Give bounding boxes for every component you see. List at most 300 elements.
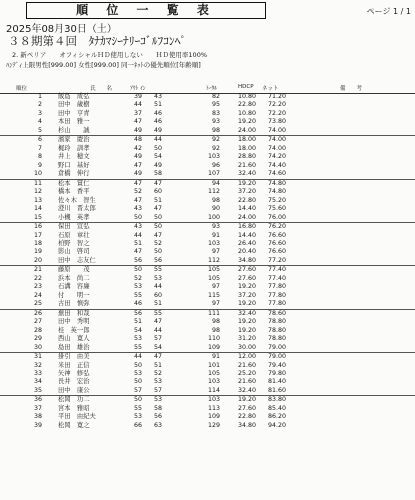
cell-total: 98: [211, 318, 220, 326]
cell-rank: 5: [37, 126, 42, 134]
cell-in: 56: [153, 256, 162, 264]
cell-rank: 4: [37, 118, 42, 126]
cell-hdcp: 21.60: [237, 378, 256, 386]
cell-hdcp: 10.80: [237, 93, 256, 100]
cell-in: 47: [153, 179, 162, 187]
cell-out: 53: [133, 335, 142, 343]
cell-in: 53: [153, 396, 162, 404]
cell-hdcp: 19.20: [237, 318, 256, 326]
cell-total: 90: [211, 205, 220, 213]
header-hdcp: HDCP: [238, 84, 254, 90]
cell-name: 桂 英一郎: [58, 326, 90, 334]
header-net: ネット: [262, 86, 279, 92]
cell-rank: 16: [33, 223, 42, 231]
cell-in: 60: [153, 188, 162, 196]
cell-total: 110: [207, 335, 220, 343]
cell-name: 梶玲 訓孝: [58, 144, 90, 152]
cell-out: 50: [133, 361, 142, 369]
cell-hdcp: 19.20: [237, 396, 256, 404]
cell-rank: 11: [33, 179, 42, 187]
cell-in: 55: [153, 309, 162, 317]
cell-in: 50: [153, 223, 162, 231]
cell-name: 倉橋 伸行: [58, 170, 90, 178]
cell-in: 49: [153, 161, 162, 169]
cell-out: 47: [133, 196, 142, 204]
table-row: [0, 344, 415, 352]
table-row: [0, 265, 415, 274]
cell-rank: 17: [33, 231, 42, 239]
cell-name: 島田 雄治: [58, 343, 90, 351]
cell-out: 55: [133, 343, 142, 351]
cell-rank: 24: [33, 291, 42, 299]
header-name: 氏 名: [90, 86, 113, 92]
cell-hdcp: 10.80: [237, 109, 256, 117]
cell-total: 103: [207, 378, 220, 386]
table-row: [0, 387, 415, 395]
cell-net: 77.40: [267, 274, 286, 282]
cell-net: 85.40: [267, 404, 286, 412]
cell-in: 46: [153, 109, 162, 117]
cell-net: 74.00: [267, 136, 286, 144]
cell-name: 野口 基好: [58, 161, 90, 169]
cell-in: 47: [153, 205, 162, 213]
cell-name: 井上 穂文: [58, 153, 90, 161]
cell-hdcp: 27.60: [237, 404, 256, 412]
cell-total: 93: [211, 118, 220, 126]
cell-hdcp: 32.40: [237, 170, 256, 178]
cell-rank: 33: [33, 370, 42, 377]
cell-rank: 12: [33, 188, 42, 196]
cell-rank: 36: [33, 396, 42, 404]
cell-hdcp: 18.00: [237, 144, 256, 152]
cell-in: 50: [153, 144, 162, 152]
cell-in: 50: [153, 248, 162, 256]
cell-in: 52: [153, 370, 162, 377]
cell-in: 44: [153, 283, 162, 291]
cell-in: 63: [153, 421, 162, 429]
table-row: [0, 118, 415, 126]
cell-out: 37: [133, 109, 142, 117]
cell-name: 田中 亨青: [58, 109, 90, 117]
cell-out: 50: [133, 213, 142, 221]
cell-name: 田中 志友仁: [58, 256, 96, 264]
cell-name: 宮本 雅昭: [58, 404, 90, 412]
cell-out: 46: [133, 300, 142, 308]
cell-hdcp: 27.60: [237, 266, 256, 274]
table-row: [0, 153, 415, 161]
cell-out: 51: [133, 318, 142, 326]
cell-in: 49: [153, 126, 162, 134]
cell-in: 55: [153, 266, 162, 274]
cell-in: 46: [153, 118, 162, 126]
cell-hdcp: 22.80: [237, 413, 256, 421]
table-row: [0, 232, 415, 240]
cell-total: 91: [211, 231, 220, 239]
cell-net: 83.80: [267, 396, 286, 404]
cell-net: 79.00: [267, 353, 286, 361]
cell-name: 柏野 智之: [58, 239, 90, 247]
cell-rank: 13: [33, 196, 42, 204]
cell-rank: 27: [33, 318, 42, 326]
cell-net: 77.80: [267, 283, 286, 291]
header-rank: 順位: [16, 86, 28, 92]
cell-rank: 28: [33, 326, 42, 334]
cell-name: 飯島 成弘: [58, 93, 90, 100]
cell-hdcp: 32.40: [237, 386, 256, 394]
cell-rank: 29: [33, 335, 42, 343]
cell-in: 53: [153, 274, 162, 282]
cell-net: 72.20: [267, 109, 286, 117]
table-row: [0, 292, 415, 300]
cell-out: 54: [133, 326, 142, 334]
cell-in: 51: [153, 361, 162, 369]
header-total: ﾄｰﾀﾙ: [206, 86, 218, 92]
cell-name: 石原 章壮: [58, 231, 90, 239]
cell-net: 76.60: [267, 239, 286, 247]
cell-out: 43: [133, 205, 142, 213]
cell-hdcp: 30.00: [237, 343, 256, 351]
cell-rank: 20: [33, 256, 42, 264]
cell-in: 58: [153, 170, 162, 178]
cell-rank: 32: [33, 361, 42, 369]
cell-in: 60: [153, 291, 162, 299]
cell-hdcp: 24.00: [237, 213, 256, 221]
cell-rank: 1: [37, 93, 42, 100]
event-title: ３８期第４回 ﾀﾅｶﾏｼｰﾅﾘｰｺﾞﾙﾌｺﾝﾍﾟ: [8, 34, 187, 48]
cell-rank: 25: [33, 300, 42, 308]
table-row: [0, 101, 415, 109]
cell-total: 94: [211, 179, 220, 187]
table-header: [0, 84, 415, 93]
cell-net: 78.80: [267, 326, 286, 334]
cell-hdcp: 12.00: [237, 353, 256, 361]
cell-out: 49: [133, 153, 142, 161]
cell-hdcp: 25.20: [237, 370, 256, 377]
cell-hdcp: 19.20: [237, 179, 256, 187]
cell-rank: 34: [33, 378, 42, 386]
cell-total: 98: [211, 126, 220, 134]
cell-out: 56: [133, 256, 142, 264]
cell-hdcp: 19.20: [237, 326, 256, 334]
cell-rank: 37: [33, 404, 42, 412]
cell-out: 55: [133, 291, 142, 299]
cell-out: 53: [133, 413, 142, 421]
cell-hdcp: 31.20: [237, 335, 256, 343]
cell-in: 53: [153, 378, 162, 386]
cell-net: 86.20: [267, 413, 286, 421]
cell-net: 81.40: [267, 378, 286, 386]
cell-net: 94.20: [267, 421, 286, 429]
cell-name: 杉山 誠: [58, 126, 90, 134]
cell-in: 54: [153, 343, 162, 351]
cell-hdcp: 22.80: [237, 196, 256, 204]
cell-name: 本田 雅一: [58, 118, 90, 126]
cell-rank: 15: [33, 213, 42, 221]
cell-total: 112: [207, 256, 220, 264]
cell-total: 98: [211, 196, 220, 204]
cell-in: 44: [153, 136, 162, 144]
table-row: [0, 145, 415, 153]
cell-rank: 26: [33, 309, 42, 317]
cell-total: 82: [211, 93, 220, 100]
ranking-table: [0, 93, 415, 430]
cell-hdcp: 19.20: [237, 300, 256, 308]
cell-net: 81.60: [267, 386, 286, 394]
cell-hdcp: 34.80: [237, 421, 256, 429]
cell-hdcp: 19.20: [237, 118, 256, 126]
cell-name: 石溝 容廉: [58, 283, 90, 291]
cell-total: 92: [211, 136, 220, 144]
cell-net: 79.00: [267, 343, 286, 351]
table-row: [0, 197, 415, 205]
cell-total: 97: [211, 283, 220, 291]
cell-name: 影山 啓司: [58, 248, 90, 256]
cell-out: 49: [133, 126, 142, 134]
cell-out: 42: [133, 144, 142, 152]
cell-net: 74.60: [267, 170, 286, 178]
cell-rank: 22: [33, 274, 42, 282]
cell-name: 橋本 香平: [58, 188, 90, 196]
cell-hdcp: 34.80: [237, 256, 256, 264]
cell-net: 77.80: [267, 300, 286, 308]
cell-net: 74.80: [267, 188, 286, 196]
table-row: [0, 327, 415, 335]
cell-rank: 39: [33, 421, 42, 429]
cell-net: 73.80: [267, 118, 286, 126]
cell-total: 129: [207, 421, 220, 429]
cell-name: 米田 正信: [58, 361, 90, 369]
header-remarks: 備 考: [340, 86, 363, 92]
cell-out: 47: [133, 179, 142, 187]
table-row: [0, 300, 415, 308]
cell-total: 115: [207, 291, 220, 299]
cell-rank: 14: [33, 205, 42, 213]
cell-hdcp: 22.80: [237, 101, 256, 109]
cell-net: 76.60: [267, 231, 286, 239]
cell-net: 76.00: [267, 213, 286, 221]
page-number: ページ 1 / 1: [366, 7, 411, 16]
cell-out: 47: [133, 118, 142, 126]
table-row: [0, 422, 415, 430]
cell-net: 78.60: [267, 309, 286, 317]
cell-net: 74.20: [267, 153, 286, 161]
cell-out: 51: [133, 239, 142, 247]
cell-name: 田中 康公: [58, 386, 90, 394]
table-row: [0, 309, 415, 318]
cell-hdcp: 16.80: [237, 223, 256, 231]
event-date: 2025年08月30日（土）: [6, 24, 117, 35]
cell-in: 52: [153, 239, 162, 247]
cell-total: 105: [207, 266, 220, 274]
cell-out: 50: [133, 378, 142, 386]
table-row: [0, 413, 415, 421]
cell-total: 107: [207, 170, 220, 178]
cell-hdcp: 14.40: [237, 231, 256, 239]
cell-name: 澄川 晋太郎: [58, 205, 96, 213]
cell-rank: 21: [33, 266, 42, 274]
cell-name: 松岡 功二: [58, 396, 90, 404]
cell-net: 77.40: [267, 266, 286, 274]
cell-out: 43: [133, 223, 142, 231]
cell-net: 78.80: [267, 318, 286, 326]
cell-in: 51: [153, 300, 162, 308]
cell-total: 92: [211, 144, 220, 152]
cell-total: 91: [211, 353, 220, 361]
cell-hdcp: 37.20: [237, 291, 256, 299]
cell-net: 79.80: [267, 370, 286, 377]
cell-out: 53: [133, 283, 142, 291]
cell-hdcp: 21.60: [237, 361, 256, 369]
cell-name: 西山 寛人: [58, 335, 90, 343]
cell-out: 53: [133, 370, 142, 377]
cell-total: 100: [207, 213, 220, 221]
cell-out: 50: [133, 266, 142, 274]
cell-total: 109: [207, 343, 220, 351]
cell-hdcp: 21.60: [237, 161, 256, 169]
cell-rank: 19: [33, 248, 42, 256]
cell-name: 浜本 尚二: [58, 274, 90, 282]
cell-total: 83: [211, 109, 220, 117]
cell-total: 97: [211, 300, 220, 308]
cell-net: 72.20: [267, 101, 286, 109]
cell-rank: 6: [37, 136, 42, 144]
cell-name: 松本 賞仁: [58, 179, 90, 187]
cell-hdcp: 37.20: [237, 188, 256, 196]
cell-net: 75.20: [267, 196, 286, 204]
cell-in: 47: [153, 353, 162, 361]
cell-in: 58: [153, 404, 162, 412]
cell-name: 矢神 修弘: [58, 370, 90, 377]
cell-name: 田中 秀明: [58, 318, 90, 326]
cell-out: 56: [133, 309, 142, 317]
cell-total: 111: [207, 309, 220, 317]
cell-name: 濱家 慶治: [58, 136, 90, 144]
cell-in: 47: [153, 318, 162, 326]
cell-rank: 8: [37, 153, 42, 161]
cell-hdcp: 32.40: [237, 309, 256, 317]
cell-total: 103: [207, 239, 220, 247]
cell-hdcp: 24.00: [237, 126, 256, 134]
table-row: [0, 378, 415, 386]
cell-out: 44: [133, 101, 142, 109]
table-row: [0, 205, 415, 213]
cell-total: 93: [211, 223, 220, 231]
cell-name: 平田 由紀夫: [58, 413, 96, 421]
cell-in: 54: [153, 153, 162, 161]
cell-hdcp: 19.20: [237, 283, 256, 291]
cell-in: 50: [153, 213, 162, 221]
cell-net: 78.80: [267, 335, 286, 343]
cell-name: 佐々木 智生: [58, 196, 96, 204]
cell-rank: 7: [37, 144, 42, 152]
cell-name: 松岡 寛之: [58, 421, 90, 429]
cell-rank: 3: [37, 109, 42, 117]
cell-out: 47: [133, 248, 142, 256]
cell-net: 76.60: [267, 248, 286, 256]
cell-total: 103: [207, 396, 220, 404]
table-row: [0, 127, 415, 135]
table-row: [0, 135, 415, 144]
cell-total: 109: [207, 413, 220, 421]
cell-in: 51: [153, 101, 162, 109]
table-row: [0, 257, 415, 265]
cell-name: 長井 宏治: [58, 378, 90, 386]
cell-net: 77.20: [267, 256, 286, 264]
table-row: [0, 283, 415, 291]
cell-total: 105: [207, 370, 220, 377]
cell-rank: 38: [33, 413, 42, 421]
cell-net: 74.40: [267, 161, 286, 169]
cell-out: 39: [133, 93, 142, 100]
table-row: [0, 222, 415, 231]
cell-hdcp: 20.40: [237, 248, 256, 256]
cell-rank: 9: [37, 161, 42, 169]
cell-name: 保田 宣弘: [58, 223, 90, 231]
cell-in: 57: [153, 386, 162, 394]
table-row: [0, 188, 415, 196]
cell-out: 66: [133, 421, 142, 429]
cell-name: 田中 歳樹: [58, 101, 90, 109]
table-row: [0, 335, 415, 343]
cell-in: 47: [153, 231, 162, 239]
cell-in: 43: [153, 93, 162, 100]
cell-total: 105: [207, 274, 220, 282]
table-row: [0, 170, 415, 178]
cell-out: 44: [133, 231, 142, 239]
cell-out: 52: [133, 188, 142, 196]
cell-total: 96: [211, 161, 220, 169]
cell-name: 付 明一: [58, 291, 90, 299]
cell-in: 51: [153, 196, 162, 204]
table-row: [0, 395, 415, 404]
cell-total: 97: [211, 248, 220, 256]
cell-hdcp: 14.40: [237, 205, 256, 213]
cell-rank: 30: [33, 343, 42, 351]
scoring-conditions: 2. 新ペリア オフィシャルＨＤ使用しない ＨＤ使用率100%: [12, 51, 208, 59]
cell-name: 古田 慎弥: [58, 300, 90, 308]
table-row: [0, 362, 415, 370]
cell-hdcp: 28.80: [237, 153, 256, 161]
header-out-in: ｱｳﾄ ｲﾝ: [130, 86, 146, 92]
cell-out: 47: [133, 161, 142, 169]
cell-net: 74.00: [267, 126, 286, 134]
cell-total: 113: [207, 404, 220, 412]
table-row: [0, 179, 415, 188]
table-row: [0, 248, 415, 256]
cell-net: 74.00: [267, 144, 286, 152]
cell-out: 49: [133, 170, 142, 178]
cell-total: 101: [207, 361, 220, 369]
cell-rank: 23: [33, 283, 42, 291]
cell-name: 掛引 由美: [58, 353, 90, 361]
cell-net: 74.80: [267, 179, 286, 187]
handicap-rule: ﾊﾝﾃﾞｨ上限男性[999.00] 女性[999.00] 同一ﾈｯﾄの優先順位[年齢順]: [6, 61, 201, 69]
cell-in: 56: [153, 413, 162, 421]
cell-hdcp: 26.40: [237, 239, 256, 247]
cell-name: 藤原 茂: [58, 266, 90, 274]
cell-rank: 35: [33, 386, 42, 394]
cell-total: 103: [207, 153, 220, 161]
cell-net: 71.20: [267, 93, 286, 100]
cell-out: 48: [133, 136, 142, 144]
cell-out: 55: [133, 404, 142, 412]
table-row: [0, 318, 415, 326]
table-row: [0, 214, 415, 222]
cell-in: 57: [153, 335, 162, 343]
table-row: [0, 352, 415, 361]
cell-hdcp: 27.60: [237, 274, 256, 282]
cell-name: 小槻 英孝: [58, 213, 90, 221]
